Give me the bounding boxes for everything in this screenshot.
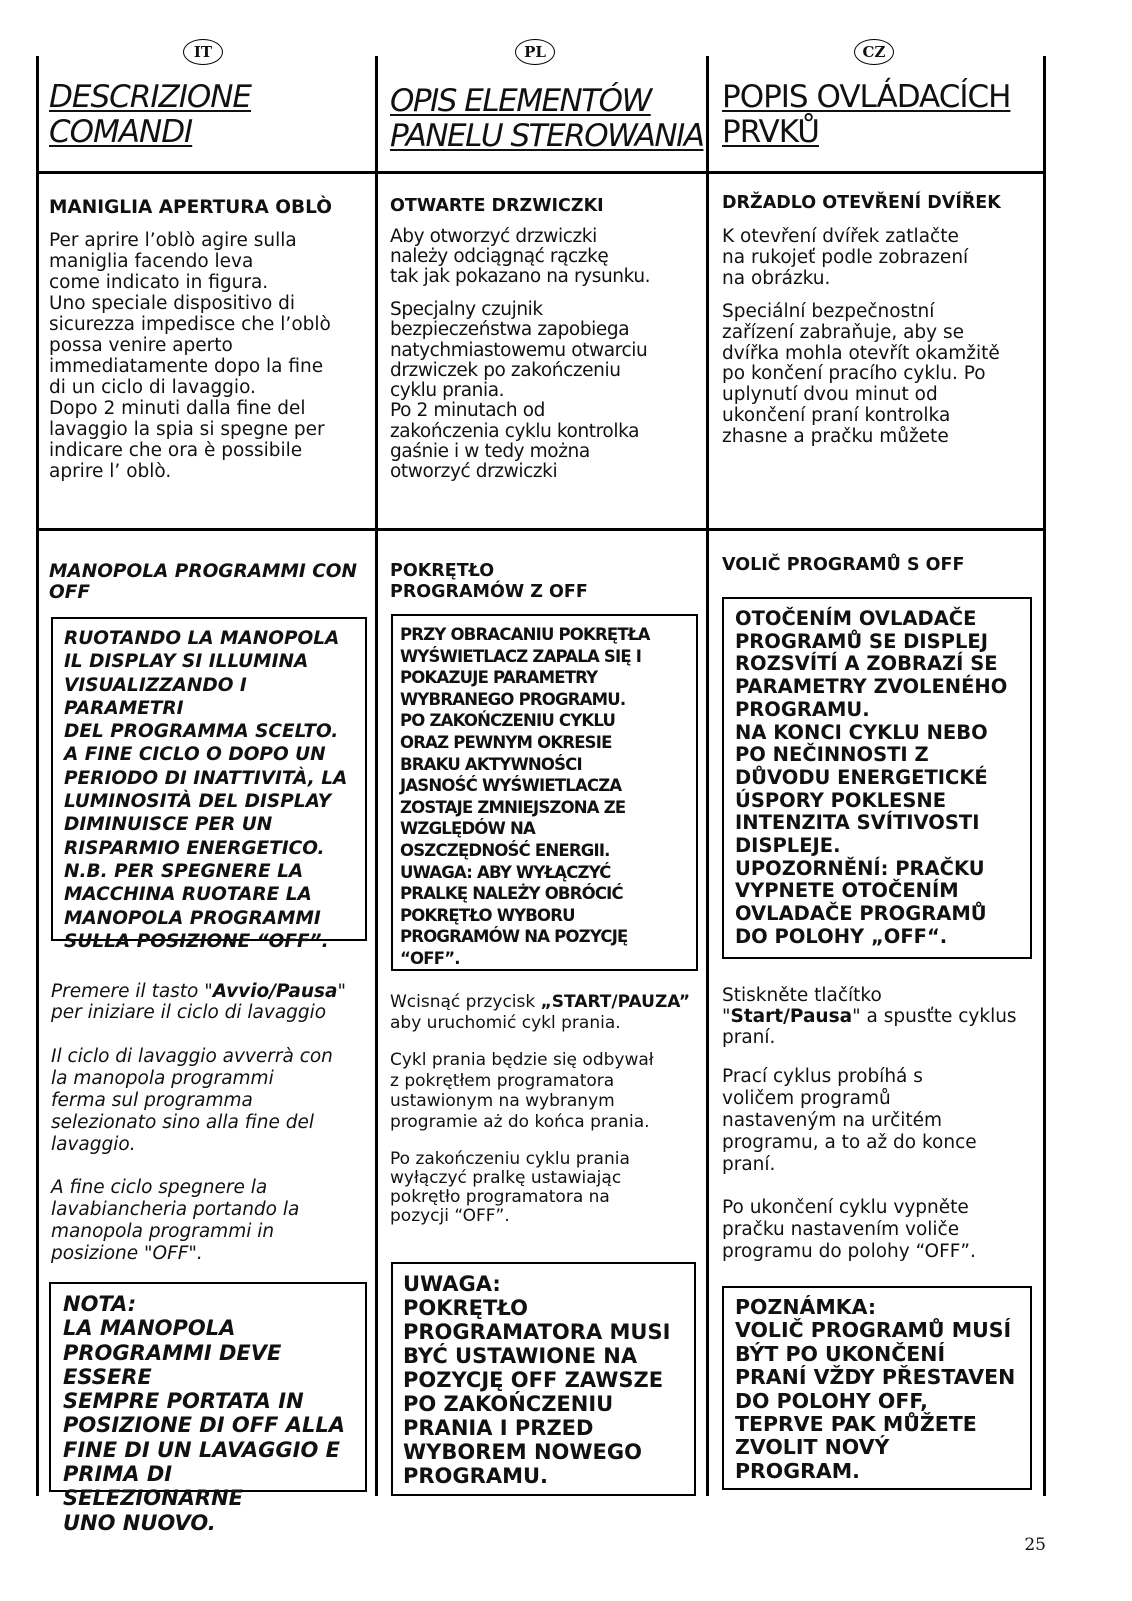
column-divider-left bbox=[36, 56, 39, 1496]
column-title-cz: POPIS OVLÁDACÍCH PRVKŮ bbox=[722, 79, 1011, 150]
section-heading-dial-it: MANOPOLA PROGRAMMI CON OFF bbox=[49, 561, 357, 603]
door-text-cz-2: Speciální bezpečnostní zařízení zabraňuje, aby se dvířka mohla otevřít okamžitě po končení pracího cyklu. Po uplynutí dvou minut od ukončení praní kontrolka zhasne a pračku můžete bbox=[722, 301, 1000, 447]
note-text-cz: POZNÁMKA: VOLIČ PROGRAMŮ MUSÍ BÝT PO UKONČENÍ PRANÍ VŽDY PŘESTAVEN DO POLOHY OFF, TEPRVE PAK MŮŽETE ZVOLIT NOVÝ PROGRAM. bbox=[735, 1295, 1016, 1483]
door-text-pl-2: Specjalny czujnik bezpieczeństwa zapobiega natychmiastowemu otwarciu drzwiczek po zakończeniu cyklu prania. Po 2 minutach od zakończenia cyklu kontrolka gaśnie i w tedy można otworzyć drzwiczki bbox=[390, 299, 648, 483]
start-pause-label-pl: „START/PAUZA” bbox=[540, 992, 691, 1012]
door-text-it: Per aprire l’oblò agire sulla maniglia facendo leva come indicato in figura. Uno speciale dispositivo di sicurezza impedisce che l’oblò possa venire aperto immediatamente dopo la fine di un ciclo di lavaggio. Dopo 2 minuti dalla fine del lavaggio la spia si spegne per indicare che ora è possibile aprire l’ oblò. bbox=[49, 230, 331, 482]
note-box-cz bbox=[722, 1286, 1032, 1490]
column-divider-1 bbox=[375, 56, 378, 1496]
section-heading-door-cz: DRŽADLO OTEVŘENÍ DVÍŘEK bbox=[722, 193, 1001, 213]
section-heading-door-it: MANIGLIA APERTURA OBLÒ bbox=[49, 197, 332, 218]
dial-info-box-pl bbox=[391, 614, 698, 971]
column-divider-2 bbox=[706, 56, 709, 1496]
start-instruction-post-it: " per iniziare il ciclo di lavaggio bbox=[51, 981, 347, 1023]
end-cycle-text-pl: Po zakończeniu cyklu prania wyłączyć pralkę ustawiając pokrętło programatora na pozycji “OFF”. bbox=[390, 1149, 630, 1226]
language-badge-it: IT bbox=[183, 39, 223, 65]
start-pause-label-it: Avvio/Pausa bbox=[212, 981, 338, 1002]
language-badge-pl: PL bbox=[515, 39, 555, 65]
dial-info-text-pl: PRZY OBRACANIU POKRĘTŁA WYŚWIETLACZ ZAPALA SIĘ I POKAZUJE PARAMETRY WYBRANEGO PROGRAMU. PO ZAKOŃCZENIU CYKLU ORAZ PEWNYM OKRESIE BRAKU AKTYWNOŚCI JASNOŚĆ WYŚWIETLACZA ZOSTAJE ZMNIEJSZONA ZE WZGLĘDÓW NA OSZCZĘDNOŚĆ ENERGII. UWAGA: ABY WYŁĄCZYĆ PRALKĘ NALEŻY OBRÓCIĆ POKRĘTŁO WYBORU PROGRAMÓW NA POZYCJĘ “OFF”. bbox=[400, 625, 650, 968]
start-instruction-it bbox=[51, 981, 346, 1023]
column-title-it: DESCRIZIONE COMANDI bbox=[49, 79, 252, 150]
start-instruction-pre-it: Premere il tasto " bbox=[51, 981, 213, 1002]
section-heading-dial-cz: VOLIČ PROGRAMŮ S OFF bbox=[722, 555, 965, 575]
start-pause-label-cz: Start/Pausa bbox=[730, 1006, 853, 1027]
column-title-pl: OPIS ELEMENTÓW PANELU STEROWANIA bbox=[390, 83, 704, 154]
door-text-cz-1: K otevření dvířek zatlačte na rukojeť podle zobrazení na obrázku. bbox=[722, 226, 969, 289]
dial-info-text-cz: OTOČENÍM OVLADAČE PROGRAMŮ SE DISPLEJ ROZSVÍTÍ A ZOBRAZÍ SE PARAMETRY ZVOLENÉHO PROGRAMU. NA KONCI CYKLU NEBO PO NEČINNOSTI Z DŮVODU ENERGETICKÉ ÚSPORY POKLESNE INTENZITA SVÍTIVOSTI DISPLEJE. UPOZORNĚNÍ: PRAČKU VYPNETE OTOČENÍM OVLADAČE PROGRAMŮ DO POLOHY „OFF“. bbox=[735, 607, 1008, 948]
start-instruction-post-cz: " a spusťte cyklus praní. bbox=[722, 1006, 1017, 1048]
start-instruction-cz bbox=[722, 985, 1017, 1048]
door-text-pl-1: Aby otworzyć drzwiczki należy odciągnąć rączkę tak jak pokazano na rysunku. bbox=[390, 226, 651, 287]
note-box-it bbox=[49, 1282, 367, 1535]
start-instruction-post-pl: aby uruchomić cykl prania. bbox=[390, 1013, 621, 1033]
section-rule bbox=[36, 528, 1046, 531]
note-text-it: NOTA: LA MANOPOLA PROGRAMMI DEVE ESSERE SEMPRE PORTATA IN POSIZIONE DI OFF ALLA FINE DI UN LAVAGGIO E PRIMA DI SELEZIONARNE UNO NUOVO. bbox=[63, 1292, 345, 1535]
dial-info-box-cz bbox=[722, 597, 1032, 959]
start-instruction-pre-cz: Stiskněte tlačítko " bbox=[722, 985, 882, 1027]
section-heading-dial-pl: POKRĘTŁO PROGRAMÓW Z OFF bbox=[390, 561, 588, 602]
warning-text-pl: UWAGA: POKRĘTŁO PROGRAMATORA MUSI BYĆ USTAWIONE NA POZYCJĘ OFF ZAWSZE PO ZAKOŃCZENIU PRANIA I PRZED WYBOREM NOWEGO PROGRAMU. bbox=[403, 1272, 671, 1488]
dial-info-text-it: RUOTANDO LA MANOPOLA IL DISPLAY SI ILLUMINA VISUALIZZANDO I PARAMETRI DEL PROGRAMMA SCELTO. A FINE CICLO O DOPO UN PERIODO DI INATTIVITÀ, LA LUMINOSITÀ DEL DISPLAY DIMINUISCE PER UN RISPARMIO ENERGETICO. N.B. PER SPEGNERE LA MACCHINA RUOTARE LA MANOPOLA PROGRAMMI SULLA POSIZIONE “OFF”. bbox=[64, 628, 348, 952]
column-divider-right bbox=[1043, 56, 1046, 1496]
start-instruction-pre-pl: Wcisnąć przycisk bbox=[390, 992, 541, 1012]
cycle-text-it: Il ciclo di lavaggio avverrà con la manopola programmi ferma sul programma selezionato sino alla fine del lavaggio. bbox=[51, 1046, 333, 1155]
cycle-text-pl: Cykl prania będzie się odbywał z pokrętłem programatora ustawionym na wybranym programie aż do końca prania. bbox=[390, 1050, 654, 1132]
end-cycle-text-cz: Po ukončení cyklu vypněte pračku nastavením voliče programu do polohy “OFF”. bbox=[722, 1197, 976, 1262]
cycle-text-cz: Prací cyklus probíhá s voličem programů nastaveným na určitém programu, a to až do konce praní. bbox=[722, 1066, 977, 1175]
section-heading-door-pl: OTWARTE DRZWICZKI bbox=[390, 196, 604, 216]
end-cycle-text-it: A fine ciclo spegnere la lavabiancheria portando la manopola programmi in posizione "OFF". bbox=[51, 1177, 300, 1264]
language-badge-cz: CZ bbox=[854, 39, 894, 65]
dial-info-box-it bbox=[51, 617, 367, 952]
start-instruction-pl bbox=[390, 992, 690, 1034]
page-number: 25 bbox=[1024, 1535, 1046, 1555]
header-rule bbox=[36, 171, 1046, 174]
warning-box-pl bbox=[391, 1262, 696, 1496]
